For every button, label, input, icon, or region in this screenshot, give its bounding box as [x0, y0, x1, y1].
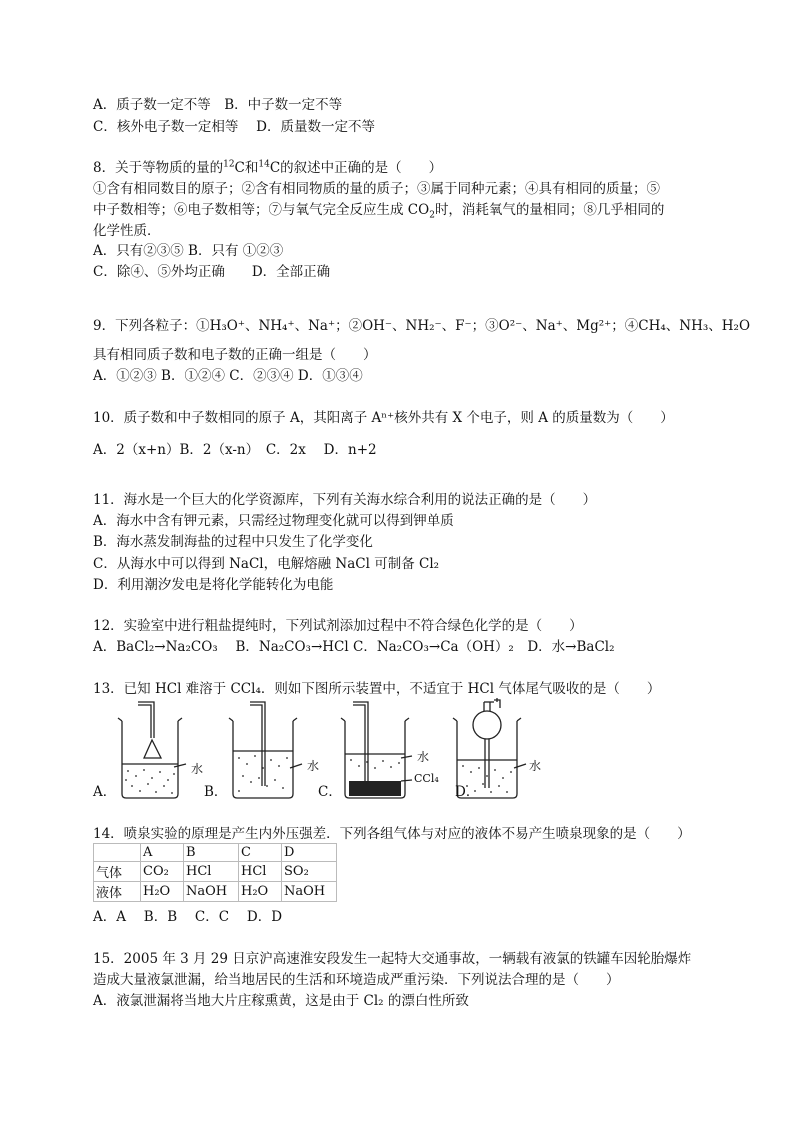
q9-particles: 9．下列各粒子：①H₃O⁺、NH₄⁺、Na⁺；②OH⁻、NH₂⁻、F⁻；③O²⁻、Na⁺、Mg²⁺；④CH₄、NH₃、H₂O — [93, 318, 751, 334]
q11-stem: 11．海水是一个巨大的化学资源库，下列有关海水综合利用的说法正确的是（ ） — [93, 492, 597, 508]
table-header-row — [94, 844, 337, 862]
beaker-c-ccl4-label: CCl₄ — [414, 772, 439, 785]
table-cell: H₂O — [141, 882, 184, 902]
q8-stem-b: C的叙述中正确的是（ ） — [269, 160, 443, 176]
q14-gas-table — [93, 843, 337, 902]
q15-option-a: A．液氯泄漏将当地大片庄稼熏黄，这是由于 Cl₂ 的漂白性所致 — [93, 993, 469, 1009]
q10-options: A．2（x+n）B．2（x-n） C．2x D．n+2 — [93, 442, 377, 458]
table-cell: 液体 — [94, 882, 141, 902]
q8-options-cd: C．除④、⑤外均正确 D．全部正确 — [93, 264, 331, 280]
q15-line2: 造成大量液氯泄漏，给当地居民的生活和环境造成严重污染．下列说法合理的是（ ） — [93, 972, 620, 988]
q8-options-ab: A．只有②③⑤ B．只有 ①②③ — [93, 243, 284, 259]
q8-items-2a: 中子数相等；⑥电子数相等；⑦与氧气完全反应生成 CO — [93, 202, 430, 218]
beaker-d-water-label: 水 — [529, 759, 542, 773]
table-cell: HCl — [239, 862, 282, 882]
table-cell: NaOH — [184, 882, 239, 902]
beaker-c-figure — [341, 702, 412, 798]
q12-stem: 12．实验室中进行粗盐提纯时，下列试剂添加过程中不符合绿色化学的是（ ） — [93, 618, 583, 634]
q12-options: A．BaCl₂→Na₂CO₃ B．Na₂CO₃→HCl C．Na₂CO₃→Ca（OH）₂ D．水→BaCl₂ — [93, 639, 615, 655]
q13-stem: 13．已知 HCl 难溶于 CCl₄．则如下图所示装置中，不适宜于 HCl 气体尾气吸收的是（ ） — [93, 681, 661, 697]
q11-option-a: A．海水中含有钾元素，只需经过物理变化就可以得到钾单质 — [93, 513, 454, 529]
q10-stem: 10．质子数和中子数相同的原子 A，其阳离子 Aⁿ⁺核外共有 X 个电子，则 A 的质量数为（ ） — [93, 410, 674, 426]
q7-options-cd: C．核外电子数一定相等 D．质量数一定不等 — [93, 119, 375, 135]
table-row — [94, 882, 337, 902]
q8-items-2b: 时，消耗氧气的量相同；⑧几乎相同的 — [434, 202, 665, 218]
q8-items-line1: ①含有相同数目的原子；②含有相同物质的量的质子；③属于同种元素；④具有相同的质量；⑤ — [93, 181, 660, 197]
beaker-a-water-label: 水 — [191, 762, 204, 776]
q13-label-d: D． — [455, 784, 480, 800]
beaker-b-water-label: 水 — [307, 759, 320, 773]
header-cell: A — [141, 844, 184, 862]
beaker-a-figure — [118, 702, 186, 798]
table-cell: H₂O — [239, 882, 282, 902]
q7-options-ab: A．质子数一定不等 B．中子数一定不等 — [93, 97, 343, 113]
beaker-c-water-label: 水 — [417, 750, 430, 764]
q8-items-line3: 化学性质． — [93, 223, 161, 239]
q13-label-b: B． — [204, 784, 228, 800]
q8-c: C — [234, 160, 245, 176]
q11-option-d: D．利用潮汐发电是将化学能转化为电能 — [93, 577, 334, 593]
q9-stem: 具有相同质子数和电子数的正确一组是（ ） — [93, 347, 377, 363]
q8-and: 和 — [244, 160, 259, 176]
beaker-b-figure — [229, 702, 302, 798]
table-cell: HCl — [184, 862, 239, 882]
q13-apparatus-figure — [90, 696, 690, 804]
q15-line1: 15．2005 年 3 月 29 日京沪高速淮安段发生一起特大交通事故，一辆载有液氯的铁罐车因轮胎爆炸 — [93, 951, 692, 967]
q14-stem: 14．喷泉实验的原理是产生内外压强差．下列各组气体与对应的液体不易产生喷泉现象的是（ ） — [93, 826, 691, 842]
table-cell: CO₂ — [141, 862, 184, 882]
table-cell: SO₂ — [282, 862, 337, 882]
header-cell: D — [282, 844, 337, 862]
q9-options: A．①②③ B．①②④ C．②③④ D．①③④ — [93, 368, 363, 384]
table-row — [94, 862, 337, 882]
header-cell — [94, 844, 141, 862]
q8-items-line2 — [93, 201, 664, 219]
header-cell: C — [239, 844, 282, 862]
q11-option-b: B．海水蒸发制海盐的过程中只发生了化学变化 — [93, 534, 373, 550]
q8-mass-14: 14 — [258, 159, 270, 170]
header-cell: B — [184, 844, 239, 862]
table-cell: 气体 — [94, 862, 141, 882]
q11-option-c: C．从海水中可以得到 NaCl，电解熔融 NaCl 可制备 Cl₂ — [93, 556, 440, 572]
q13-label-a: A． — [93, 784, 117, 800]
q8-stem — [93, 159, 442, 177]
q8-sub-2: 2 — [429, 210, 435, 221]
q8-mass-12: 12 — [223, 159, 235, 170]
q8-stem-a: 8．关于等物质的量的 — [93, 160, 224, 176]
q14-options: A．A B．B C．C D．D — [93, 909, 283, 925]
q13-label-c: C． — [318, 784, 342, 800]
table-cell: NaOH — [282, 882, 337, 902]
